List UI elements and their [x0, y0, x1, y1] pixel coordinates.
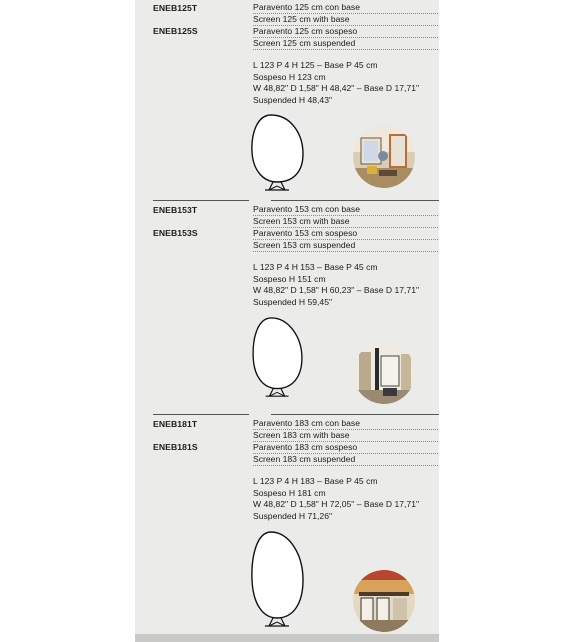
description-line: Screen 125 cm suspended	[253, 38, 438, 50]
dimension-line: Suspended H 71,26"	[253, 510, 333, 521]
dimension-line: W 48,82" D 1,58" H 48,42" – Base D 17,71"	[253, 83, 420, 93]
description-line: Screen 183 cm with base	[253, 430, 438, 442]
description-line: Screen 153 cm with base	[253, 216, 438, 228]
product-code-suspended: ENEB181S	[153, 442, 198, 452]
product-code-base: ENEB125T	[153, 3, 198, 13]
dimension-line: W 48,82" D 1,58" H 60,23" – Base D 17,71"	[253, 285, 420, 295]
description-line: Screen 183 cm suspended	[253, 454, 438, 466]
dimension-line: L 123 P 4 H 183 – Base P 45 cm	[253, 476, 378, 486]
dimensions	[253, 60, 439, 106]
dimension-line: Sospeso H 181 cm	[253, 487, 326, 498]
room-photo-icon	[353, 570, 415, 632]
oval-screen-drawing-icon	[249, 530, 309, 630]
product-code-suspended: ENEB125S	[153, 26, 198, 36]
product-code-base: ENEB181T	[153, 419, 198, 429]
product-section-125	[135, 0, 439, 214]
room-photo-icon	[353, 342, 415, 404]
description-line: Paravento 183 cm con base	[253, 418, 438, 430]
dimension-line: L 123 P 4 H 153 – Base P 45 cm	[253, 262, 378, 272]
description-line: Paravento 125 cm sospeso	[253, 26, 438, 38]
dimensions	[253, 262, 439, 308]
dimension-line: W 48,82" D 1,58" H 72,05" – Base D 17,71"	[253, 499, 420, 509]
product-code-suspended: ENEB153S	[153, 228, 198, 238]
dimensions	[253, 476, 439, 522]
page-bottom-bar	[135, 634, 439, 642]
product-descriptions	[253, 204, 439, 252]
description-line: Paravento 183 cm sospeso	[253, 442, 438, 454]
oval-screen-drawing-icon	[249, 316, 309, 400]
dimension-line: Sospeso H 123 cm	[253, 71, 326, 82]
room-photo-icon	[353, 126, 415, 188]
dimension-line: Sospeso H 151 cm	[253, 273, 326, 284]
section-divider	[153, 414, 439, 415]
product-code-base: ENEB153T	[153, 205, 198, 215]
description-line: Paravento 153 cm con base	[253, 204, 438, 216]
description-line: Paravento 125 cm con base	[253, 2, 438, 14]
dimension-line: Suspended H 48,43"	[253, 94, 333, 105]
product-descriptions	[253, 2, 439, 50]
description-line: Paravento 153 cm sospeso	[253, 228, 438, 240]
oval-screen-drawing-icon	[249, 112, 309, 196]
dimension-line: L 123 P 4 H 125 – Base P 45 cm	[253, 60, 378, 70]
spec-sheet	[135, 0, 439, 642]
product-section-153	[135, 200, 439, 414]
dimension-line: Suspended H 59,45"	[253, 296, 333, 307]
product-descriptions	[253, 418, 439, 466]
product-section-183	[135, 414, 439, 628]
description-line: Screen 153 cm suspended	[253, 240, 438, 252]
description-line: Screen 125 cm with base	[253, 14, 438, 26]
section-divider	[153, 200, 439, 201]
